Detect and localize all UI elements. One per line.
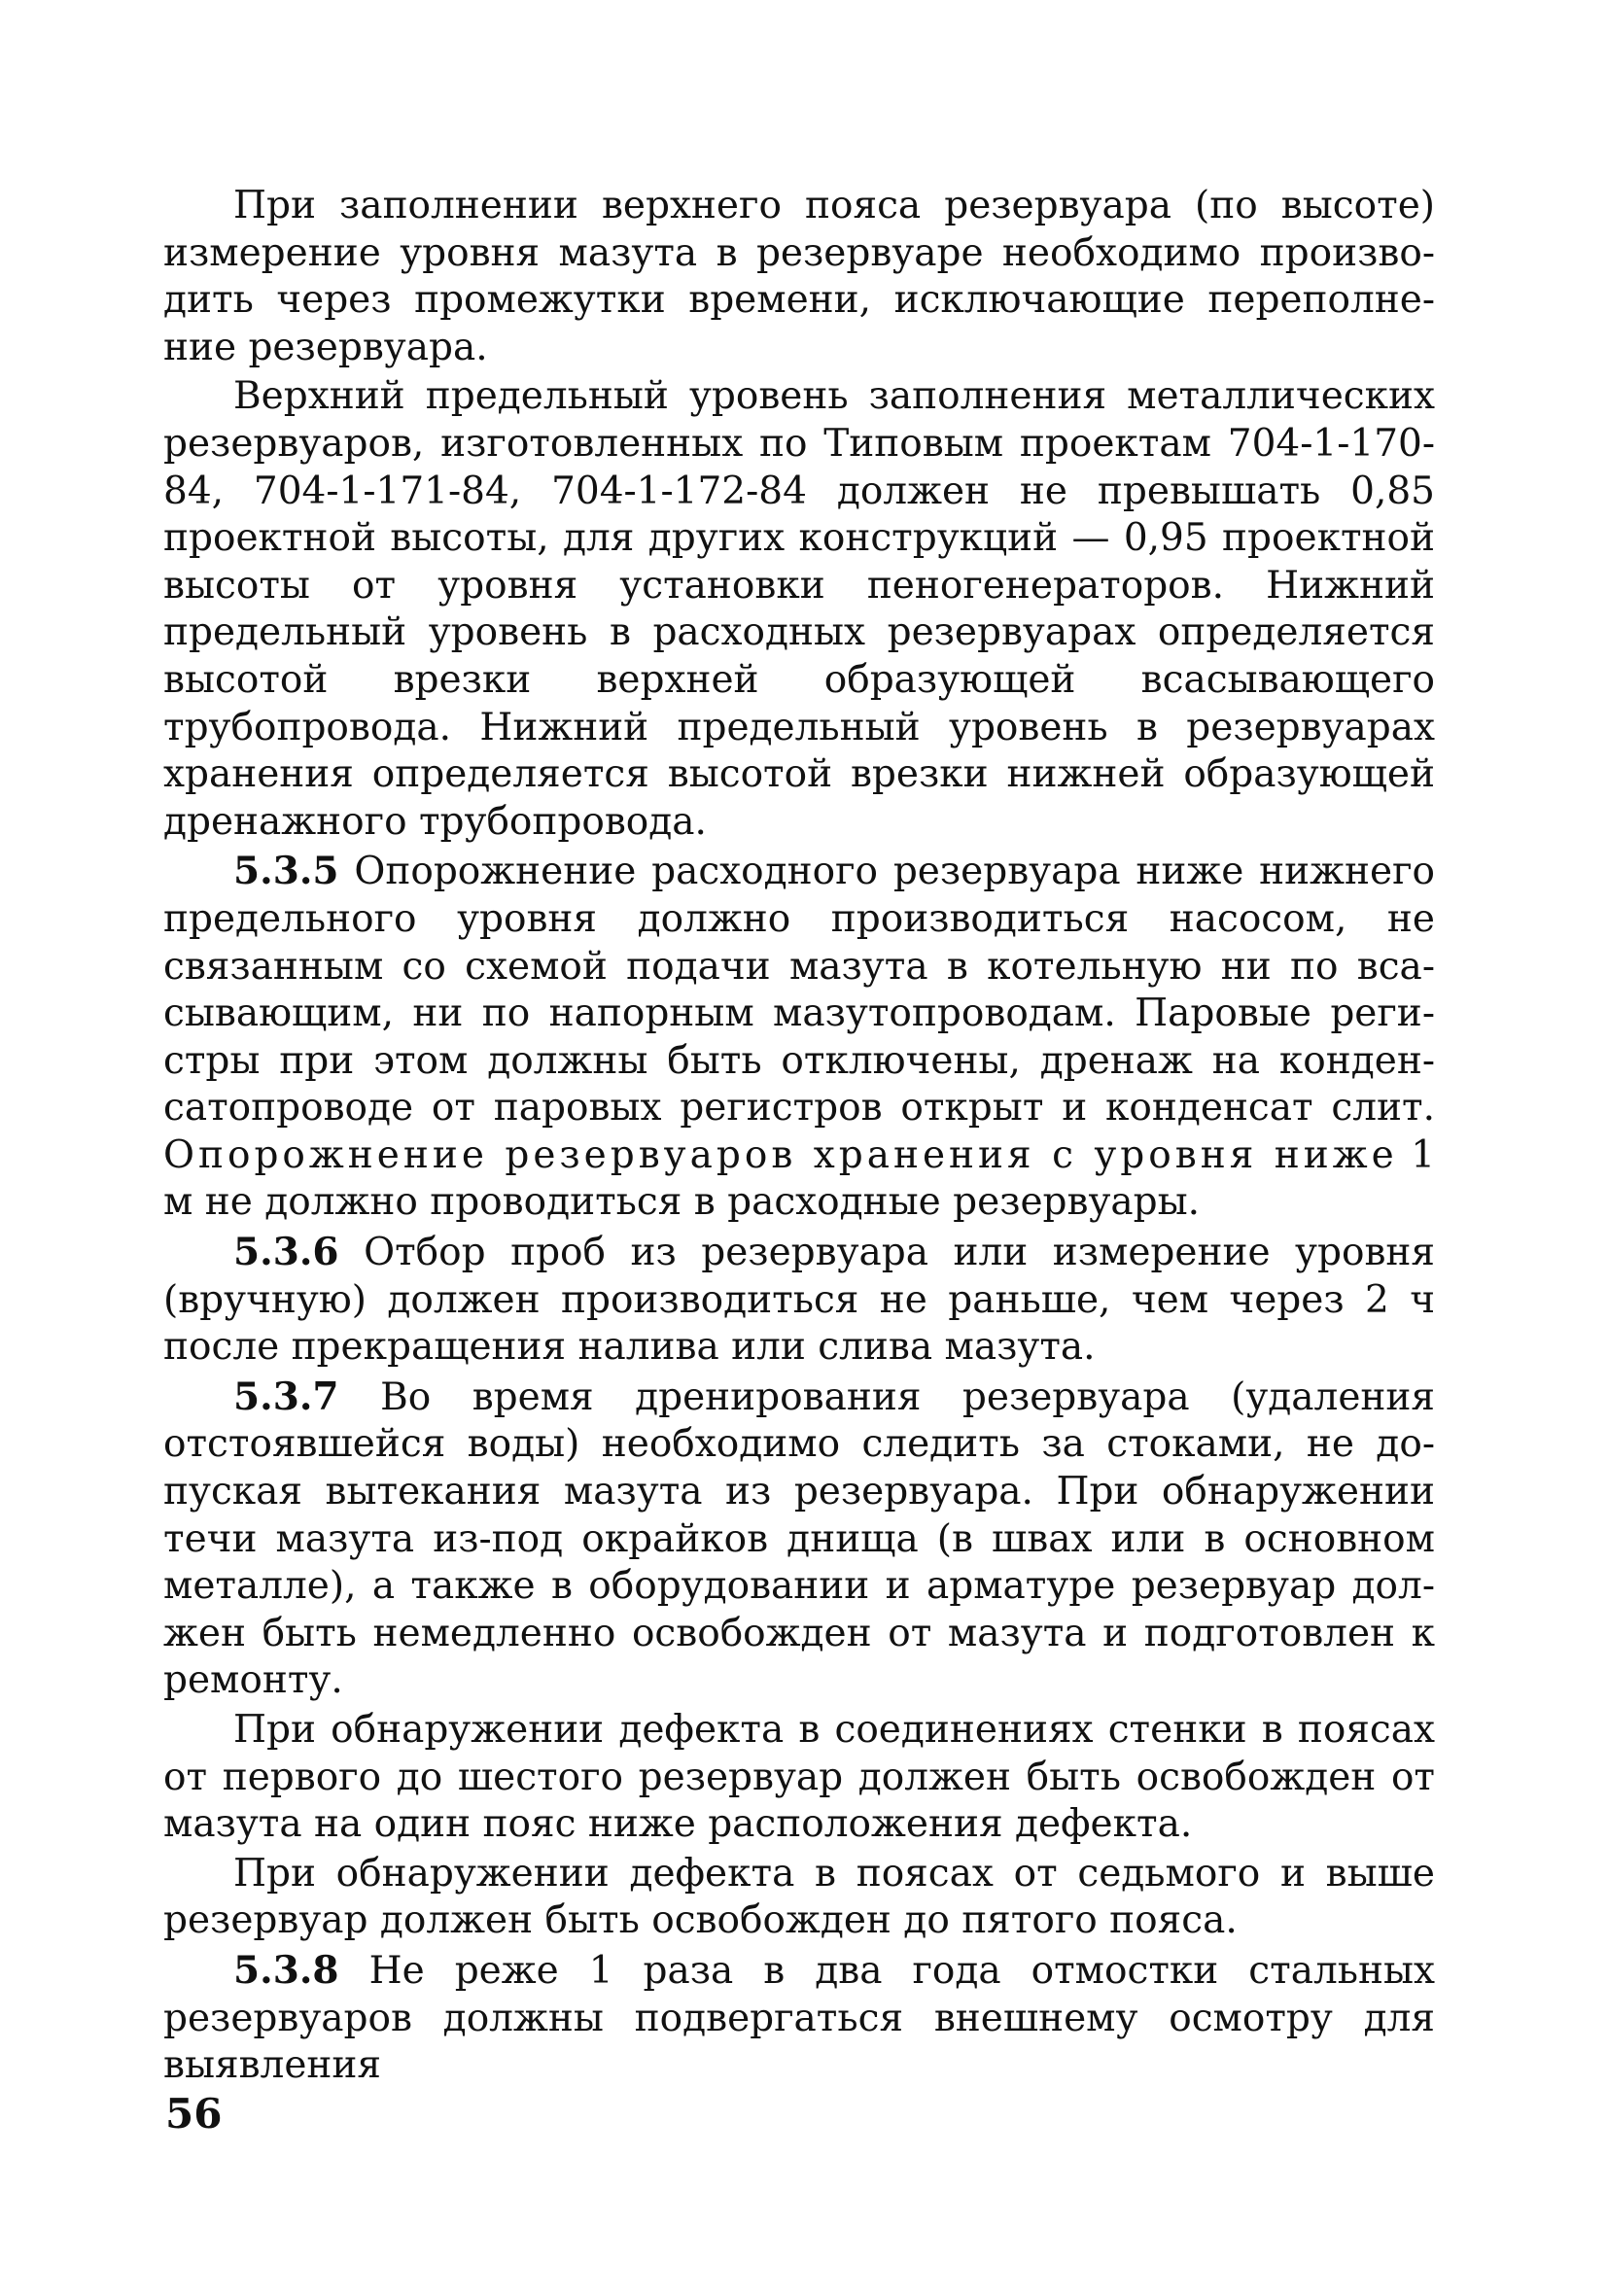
clause-number: 5.3.6 — [233, 1230, 339, 1275]
clause-5-3-7 — [163, 1374, 1435, 1705]
paragraph-text: При обнаружении дефекта в соединениях стенки в поясах от первого до шестого резервуар должен быть освобожден от мазута на один пояс ниже расположения дефекта. — [163, 1708, 1435, 1847]
clause-text-tail: 1 м не должно проводиться в расходные резервуары. — [163, 1132, 1436, 1225]
paragraph-text: При обнаружении дефекта в поясах от седьмого и выше резервуар должен быть освобожден до пятого пояса. — [163, 1851, 1435, 1943]
page-body — [163, 183, 1435, 2092]
clause-text: Опорожнение расходного резервуара ниже нижнего предельного уровня должно производиться насосом, не связанным со схемой подачи мазута в котельную ни по всасывающим, ни по напорным мазутопроводам. Паровые регистры при этом должны быть отключены, дренаж на конденсатопроводе от паровых регистров открыт и конденсат слит. — [163, 850, 1435, 1131]
paragraph-2-text: Верхний предельный уровень заполнения металлических резервуаров, изготовленных по Типовым проектам 704-1-170-84, 704-1-171-84, 704-1-172-84 должен не превышать 0,85 проектной высоты, для других конструкций — 0,95 проектной высоты от уровня установки пеногенераторов. Нижний предельный уровень в расходных резервуарах определяется высотой врезки верхней образующей всасывающего трубопровода. Нижний предельный уровень в резервуарах хранения определяется высотой врезки нижней образующей дренажного трубопровода. — [163, 374, 1435, 844]
page-number: 56 — [165, 2090, 223, 2138]
paragraph-1 — [163, 183, 1435, 371]
clause-5-3-8 — [163, 1947, 1435, 2090]
clause-5-3-6 — [163, 1229, 1435, 1372]
clause-text: Не реже 1 раза в два года отмостки стальных резервуаров должны подвергаться внешнему осмотру для выявления — [163, 1948, 1435, 2088]
paragraph-defect-lower-belts — [163, 1707, 1435, 1849]
clause-text: Отбор проб из резервуара или измерение уровня (вручную) должен производиться не раньше, чем через 2 ч после прекращения налива или слива мазута. — [163, 1231, 1435, 1370]
clause-text-spaced: Опорожнение резервуаров хранения с уровня ниже — [163, 1132, 1398, 1177]
clause-number: 5.3.7 — [233, 1374, 339, 1419]
clause-5-3-5 — [163, 848, 1435, 1227]
clause-number: 5.3.8 — [233, 1947, 339, 1993]
paragraph-1-text: При заполнении верхнего пояса резервуара (по высоте) измерение уровня мазута в резервуаре необходимо производить через промежутки времени, исключающие переполнение резервуара. — [163, 184, 1435, 369]
paragraph-defect-upper-belts — [163, 1851, 1435, 1945]
paragraph-2 — [163, 373, 1435, 846]
clause-text: Во время дренирования резервуара (удаления отстоявшейся воды) необходимо следить за стоками, не допуская вытекания мазута из резервуара. При обнаружении течи мазута из-под окрайков днища (в швах или в основном металле), а также в оборудовании и арматуре резервуар должен быть немедленно освобожден от мазута и подготовлен к ремонту. — [163, 1374, 1435, 1703]
clause-number: 5.3.5 — [233, 849, 339, 894]
